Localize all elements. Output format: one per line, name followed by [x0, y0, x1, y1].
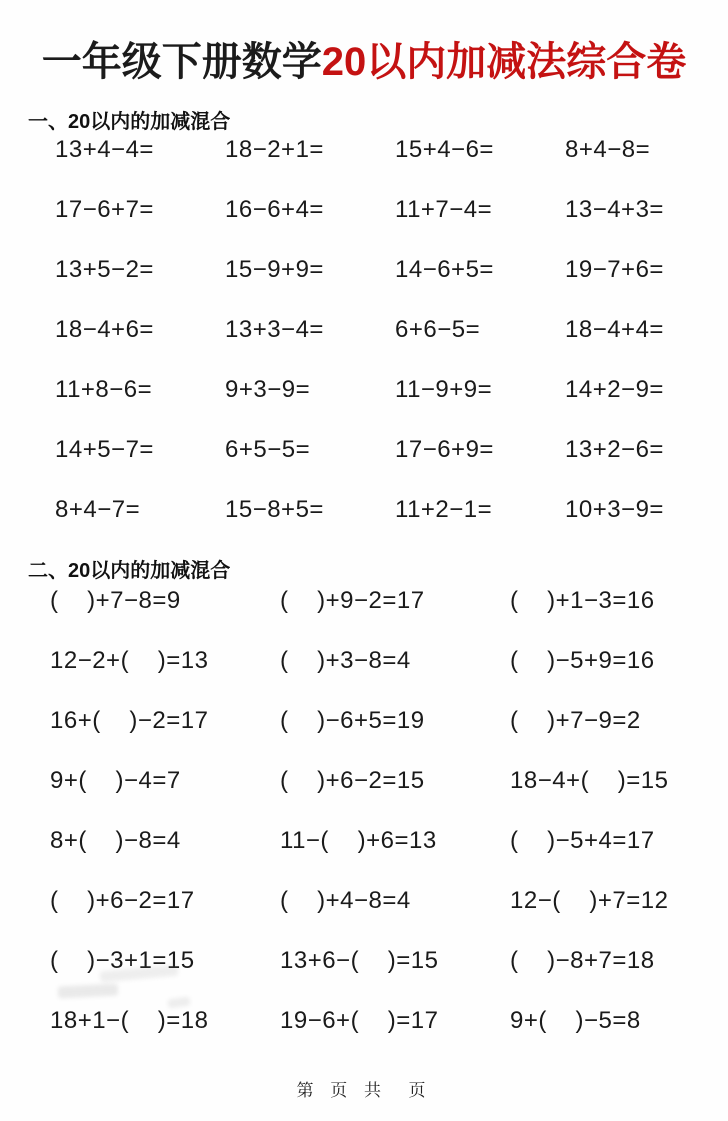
equation-blank: ( )+4−8=4: [280, 887, 411, 914]
equation: 6+5−5=: [225, 436, 311, 463]
equation: 14+5−7=: [55, 436, 154, 463]
equation: 13+3−4=: [225, 316, 324, 343]
page-footer: 第 页 共 页: [296, 1081, 432, 1100]
equation: 13+5−2=: [55, 256, 154, 283]
equation: 13+2−6=: [565, 436, 664, 463]
equation: 18−4+6=: [55, 316, 154, 343]
equation-blank: 12−( )+7=12: [510, 887, 669, 914]
equation-blank: 11−( )+6=13: [280, 827, 437, 854]
equation: 15−9+9=: [225, 256, 324, 283]
equation: 14+2−9=: [565, 376, 664, 403]
equation-blank: 9+( )−4=7: [50, 767, 181, 794]
equation: 18−4+4=: [565, 316, 664, 343]
equation-blank: 8+( )−8=4: [50, 827, 181, 854]
equation: 17−6+7=: [55, 196, 154, 223]
equation-blank: ( )+7−9=2: [510, 707, 641, 734]
equation-blank: ( )+6−2=17: [50, 887, 195, 914]
equation-blank: 9+( )−5=8: [510, 1007, 641, 1034]
equation-blank: 12−2+( )=13: [50, 647, 209, 674]
equation: 16−6+4=: [225, 196, 324, 223]
equation-blank: ( )+7−8=9: [50, 587, 181, 614]
equation: 13+4−4=: [55, 136, 154, 163]
equation-blank: 16+( )−2=17: [50, 707, 209, 734]
section1-grid: [55, 120, 718, 540]
equation: 11−9+9=: [395, 376, 493, 403]
page-title-black: 一年级下册数学: [41, 40, 322, 84]
section2-heading: 二、20以内的加减混合: [28, 560, 231, 582]
equation-blank: ( )+1−3=16: [510, 587, 655, 614]
section1-heading: 一、20以内的加减混合: [28, 111, 231, 133]
section2-grid: [50, 571, 718, 1051]
equation-blank: ( )+3−8=4: [280, 647, 411, 674]
equation: 8+4−8=: [565, 136, 651, 163]
equation: 19−7+6=: [565, 256, 664, 283]
equation: 17−6+9=: [395, 436, 494, 463]
equation: 11+2−1=: [395, 496, 493, 523]
page-title: [0, 30, 728, 87]
equation: 14−6+5=: [395, 256, 494, 283]
equation: 10+3−9=: [565, 496, 664, 523]
equation: 13−4+3=: [565, 196, 664, 223]
equation-blank: ( )+9−2=17: [280, 587, 425, 614]
equation: 15+4−6=: [395, 136, 494, 163]
equation: 6+6−5=: [395, 316, 481, 343]
equation-blank: ( )−3+1=15: [50, 947, 195, 974]
equation: 8+4−7=: [55, 496, 141, 523]
equation-blank: ( )−6+5=19: [280, 707, 425, 734]
equation: 11+7−4=: [395, 196, 493, 223]
equation: 18−2+1=: [225, 136, 324, 163]
equation: 15−8+5=: [225, 496, 324, 523]
equation: 9+3−9=: [225, 376, 311, 403]
equation-blank: ( )+6−2=15: [280, 767, 425, 794]
equation-blank: 19−6+( )=17: [280, 1007, 439, 1034]
equation: 11+8−6=: [55, 376, 153, 403]
equation-blank: ( )−8+7=18: [510, 947, 655, 974]
equation-blank: ( )−5+4=17: [510, 827, 655, 854]
equation-blank: 18−4+( )=15: [510, 767, 669, 794]
equation-blank: ( )−5+9=16: [510, 647, 655, 674]
equation-blank: 18+1−( )=18: [50, 1007, 209, 1034]
page-title-red: 20以内加减法综合卷: [321, 40, 687, 84]
equation-blank: 13+6−( )=15: [280, 947, 439, 974]
